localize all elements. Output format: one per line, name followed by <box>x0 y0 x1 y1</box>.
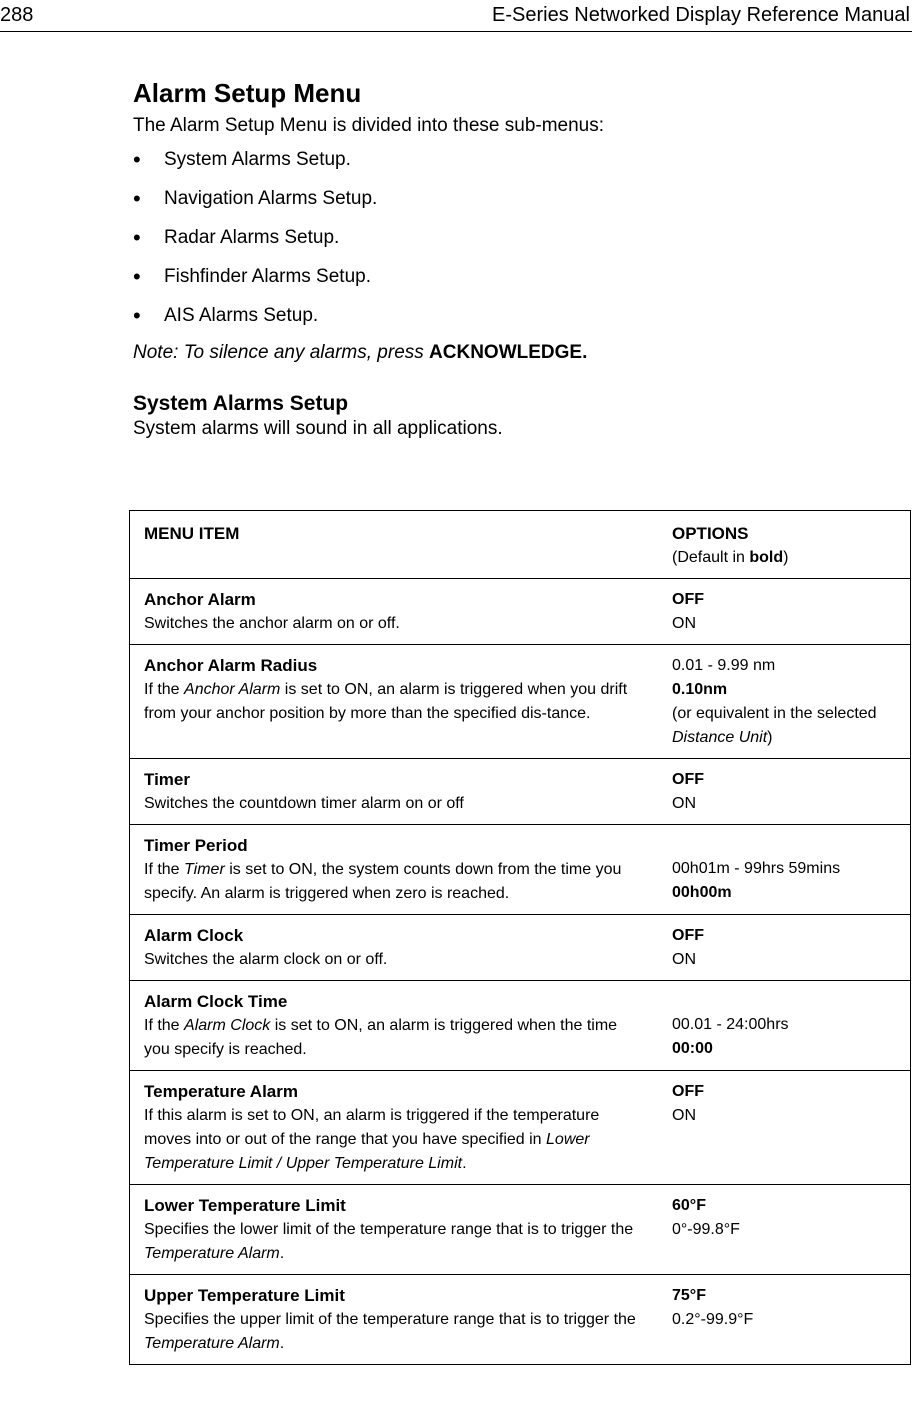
item-desc: If this alarm is set to ON, an alarm is triggered if the temperature moves into or out of the range that you have specified in Lower Temperature Limit / Upper Temperature Limit. <box>144 1107 600 1172</box>
option-default: 00:00 <box>672 1040 713 1057</box>
option-value: ON <box>672 615 696 632</box>
option-default: OFF <box>672 591 704 608</box>
item-name: Temperature Alarm <box>144 1082 298 1101</box>
option-default: OFF <box>672 927 704 944</box>
subsection-title: System Alarms Setup <box>133 392 349 415</box>
note-key: ACKNOWLEDGE. <box>429 342 588 363</box>
option-default: 60°F <box>672 1197 706 1214</box>
list-item: • System Alarms Setup. <box>133 147 893 186</box>
subsection-intro: System alarms will sound in all applications. <box>133 418 503 439</box>
note <box>133 342 893 364</box>
col-header-options: OPTIONS <box>672 524 749 543</box>
running-title: E-Series Networked Display Reference Manual <box>492 4 910 26</box>
item-desc: If the Alarm Clock is set to ON, an alarm is triggered when the time you specify is reached. <box>144 1017 618 1058</box>
item-name: Alarm Clock <box>144 926 244 945</box>
option-default: 0.10nm <box>672 681 728 698</box>
col-header-menu-item: MENU ITEM <box>144 524 240 543</box>
item-desc: Specifies the upper limit of the temperature range that is to trigger the Temperature Alarm. <box>144 1311 636 1352</box>
list-item: • Radar Alarms Setup. <box>133 225 893 264</box>
list-item: • Navigation Alarms Setup. <box>133 186 893 225</box>
item-desc: Specifies the lower limit of the temperature range that is to trigger the Temperature Alarm. <box>144 1221 634 1262</box>
item-desc: Switches the alarm clock on or off. <box>144 951 388 968</box>
list-item: • AIS Alarms Setup. <box>133 303 893 342</box>
option-default: 75°F <box>672 1287 706 1304</box>
option-range: 0°-99.8°F <box>672 1221 740 1238</box>
option-default: 00h00m <box>672 884 732 901</box>
option-value: ON <box>672 1107 696 1124</box>
table-row <box>130 1071 911 1185</box>
section-intro: The Alarm Setup Menu is divided into these sub-menus: <box>133 115 605 136</box>
page-header <box>0 0 912 32</box>
item-name: Timer <box>144 770 190 789</box>
table-row <box>130 645 911 759</box>
table-row <box>130 915 911 981</box>
item-name: Upper Temperature Limit <box>144 1286 345 1305</box>
option-range: 0.2°-99.9°F <box>672 1311 754 1328</box>
table-header-row <box>130 511 911 579</box>
submenu-list <box>133 147 893 342</box>
item-desc: Switches the anchor alarm on or off. <box>144 615 400 632</box>
table-row <box>130 1185 911 1275</box>
option-value: ON <box>672 795 696 812</box>
table-row <box>130 981 911 1071</box>
item-name: Alarm Clock Time <box>144 992 288 1011</box>
table-row <box>130 1275 911 1365</box>
system-alarms-table <box>129 510 911 1365</box>
option-value: ON <box>672 951 696 968</box>
option-range: 00h01m - 99hrs 59mins <box>672 860 841 877</box>
option-default: OFF <box>672 1083 704 1100</box>
table-row <box>130 759 911 825</box>
item-name: Timer Period <box>144 836 248 855</box>
option-default: OFF <box>672 771 704 788</box>
option-range: 0.01 - 9.99 nm <box>672 657 776 674</box>
option-note: (or equivalent in the selected Distance Unit) <box>672 705 877 746</box>
item-desc: If the Anchor Alarm is set to ON, an alarm is triggered when you drift from your anchor position by more than the specified dis-tance. <box>144 681 628 722</box>
item-name: Anchor Alarm <box>144 590 256 609</box>
table-row <box>130 579 911 645</box>
default-note: (Default in bold) <box>672 549 789 566</box>
table-row <box>130 825 911 915</box>
item-name: Anchor Alarm Radius <box>144 656 318 675</box>
option-range: 00.01 - 24:00hrs <box>672 1016 789 1033</box>
note-lead: Note: To silence any alarms, press <box>133 342 430 363</box>
list-item: • Fishfinder Alarms Setup. <box>133 264 893 303</box>
page-number: 288 <box>0 4 34 26</box>
section-title: Alarm Setup Menu <box>133 78 362 108</box>
item-name: Lower Temperature Limit <box>144 1196 346 1215</box>
item-desc: Switches the countdown timer alarm on or off <box>144 795 464 812</box>
item-desc: If the Timer is set to ON, the system counts down from the time you specify. An alarm is triggered when zero is reached. <box>144 861 622 902</box>
page-content <box>133 78 893 440</box>
